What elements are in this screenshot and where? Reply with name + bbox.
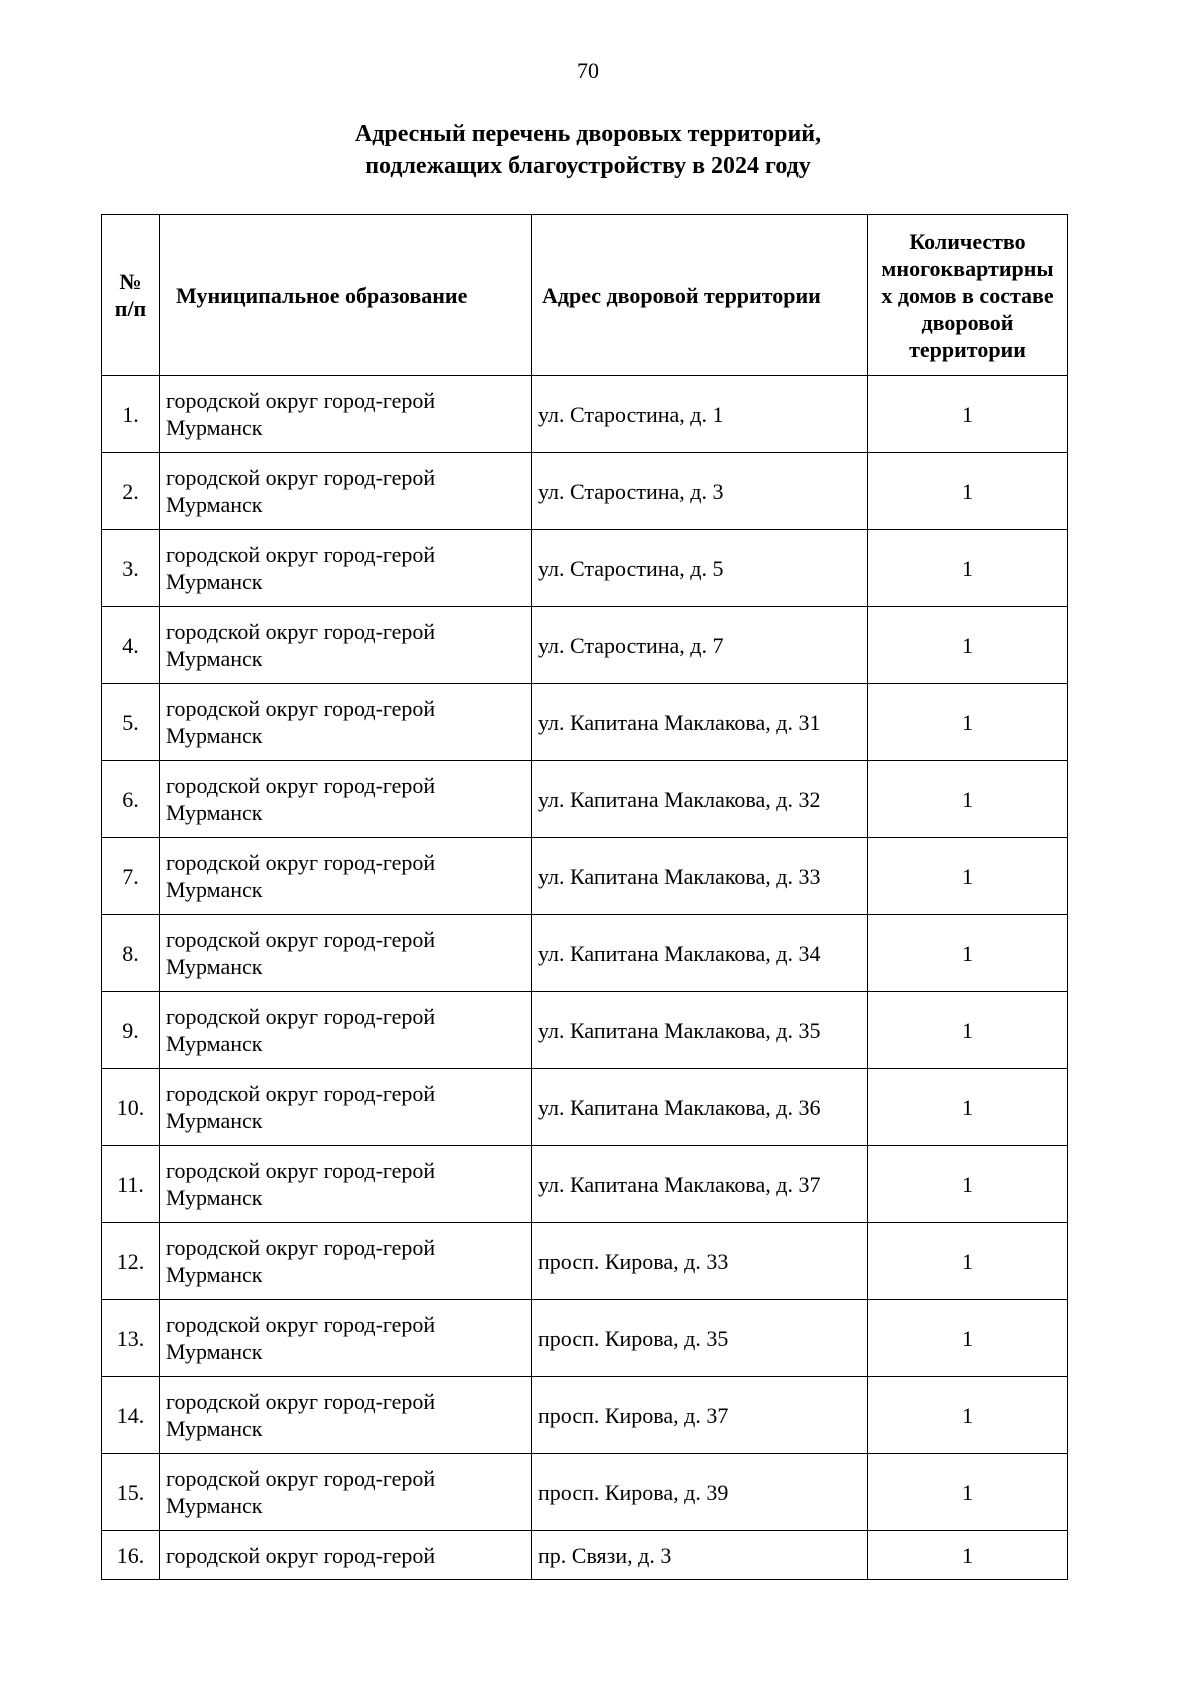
table-row bbox=[102, 1223, 1068, 1300]
title-line-1: Адресный перечень дворовых территорий, bbox=[354, 121, 822, 147]
row-municipality bbox=[160, 1454, 532, 1531]
row-address: ул. Старостина, д. 1 bbox=[532, 376, 868, 453]
municipality-line-2: Мурманск bbox=[166, 1185, 263, 1210]
row-address: ул. Капитана Маклакова, д. 33 bbox=[532, 838, 868, 915]
row-municipality bbox=[160, 915, 532, 992]
municipality-line-2: Мурманск bbox=[166, 1031, 263, 1056]
row-count: 1 bbox=[868, 530, 1068, 607]
row-municipality bbox=[160, 1300, 532, 1377]
row-number: 2. bbox=[102, 453, 160, 530]
row-address: ул. Капитана Маклакова, д. 36 bbox=[532, 1069, 868, 1146]
row-address: просп. Кирова, д. 35 bbox=[532, 1300, 868, 1377]
row-number: 7. bbox=[102, 838, 160, 915]
row-count: 1 bbox=[868, 761, 1068, 838]
row-number: 8. bbox=[102, 915, 160, 992]
table-row bbox=[102, 684, 1068, 761]
row-count: 1 bbox=[868, 1300, 1068, 1377]
row-address: ул. Капитана Маклакова, д. 34 bbox=[532, 915, 868, 992]
row-municipality bbox=[160, 684, 532, 761]
row-number: 6. bbox=[102, 761, 160, 838]
row-municipality bbox=[160, 1377, 532, 1454]
table-row bbox=[102, 453, 1068, 530]
header-count bbox=[868, 215, 1068, 376]
row-number: 14. bbox=[102, 1377, 160, 1454]
row-count: 1 bbox=[868, 1531, 1068, 1580]
row-municipality bbox=[160, 761, 532, 838]
municipality-line-1: городской округ город-герой bbox=[166, 1158, 436, 1183]
header-count-line-5: территории bbox=[909, 336, 1026, 362]
row-municipality bbox=[160, 992, 532, 1069]
row-municipality bbox=[160, 1531, 532, 1580]
row-municipality bbox=[160, 453, 532, 530]
row-number: 5. bbox=[102, 684, 160, 761]
municipality-line-2: Мурманск bbox=[166, 723, 263, 748]
row-address: ул. Старостина, д. 3 bbox=[532, 453, 868, 530]
row-municipality bbox=[160, 838, 532, 915]
municipality-line-2: Мурманск bbox=[166, 492, 263, 517]
row-address: ул. Старостина, д. 5 bbox=[532, 530, 868, 607]
municipality-line-1: городской округ город-герой bbox=[166, 927, 436, 952]
row-address: просп. Кирова, д. 37 bbox=[532, 1377, 868, 1454]
municipality-line-1: городской округ город-герой bbox=[166, 1312, 436, 1337]
table-row bbox=[102, 530, 1068, 607]
municipality-line-1: городской округ город-герой bbox=[166, 465, 436, 490]
municipality-line-2: Мурманск bbox=[166, 1262, 263, 1287]
municipality-line-1: городской округ город-герой bbox=[166, 1081, 436, 1106]
table-row bbox=[102, 1377, 1068, 1454]
row-municipality bbox=[160, 1223, 532, 1300]
table-row bbox=[102, 1531, 1068, 1580]
municipality-line-2: Мурманск bbox=[166, 1493, 263, 1518]
row-number: 10. bbox=[102, 1069, 160, 1146]
row-number: 1. bbox=[102, 376, 160, 453]
table-row bbox=[102, 376, 1068, 453]
header-address: Адрес дворовой территории bbox=[532, 215, 868, 376]
row-address: ул. Капитана Маклакова, д. 31 bbox=[532, 684, 868, 761]
row-address: ул. Капитана Маклакова, д. 37 bbox=[532, 1146, 868, 1223]
table-row bbox=[102, 1146, 1068, 1223]
row-number: 4. bbox=[102, 607, 160, 684]
table-row bbox=[102, 1454, 1068, 1531]
municipality-line-1: городской округ город-герой bbox=[166, 1235, 436, 1260]
municipality-line-1: городской округ город-герой bbox=[166, 850, 436, 875]
table-header-row bbox=[102, 215, 1068, 376]
row-number: 11. bbox=[102, 1146, 160, 1223]
table-body bbox=[102, 376, 1068, 1580]
header-municipality: Муниципальное образование bbox=[160, 215, 532, 376]
header-count-line-1: Количество bbox=[909, 228, 1026, 254]
table-row bbox=[102, 607, 1068, 684]
row-count: 1 bbox=[868, 915, 1068, 992]
row-municipality bbox=[160, 607, 532, 684]
municipality-line-1: городской округ город-герой bbox=[166, 773, 436, 798]
municipality-line-1: городской округ город-герой bbox=[166, 1389, 436, 1414]
municipality-line-1: городской округ город-герой bbox=[166, 696, 436, 721]
table-row bbox=[102, 915, 1068, 992]
table-row bbox=[102, 761, 1068, 838]
municipality-line-2: Мурманск bbox=[166, 800, 263, 825]
row-count: 1 bbox=[868, 607, 1068, 684]
row-municipality bbox=[160, 530, 532, 607]
row-municipality bbox=[160, 1146, 532, 1223]
row-number: 13. bbox=[102, 1300, 160, 1377]
municipality-line-2: Мурманск bbox=[166, 877, 263, 902]
row-count: 1 bbox=[868, 376, 1068, 453]
header-num-line-2: п/п bbox=[114, 296, 147, 321]
municipality-line-2: Мурманск bbox=[166, 569, 263, 594]
address-table bbox=[101, 214, 1068, 1580]
header-count-line-2: многоквартирны bbox=[881, 255, 1054, 281]
municipality-line-2: Мурманск bbox=[166, 1416, 263, 1441]
table-row bbox=[102, 1300, 1068, 1377]
row-count: 1 bbox=[868, 1377, 1068, 1454]
row-count: 1 bbox=[868, 1069, 1068, 1146]
row-address: просп. Кирова, д. 33 bbox=[532, 1223, 868, 1300]
row-number: 15. bbox=[102, 1454, 160, 1531]
table-row bbox=[102, 992, 1068, 1069]
row-address: ул. Капитана Маклакова, д. 35 bbox=[532, 992, 868, 1069]
row-address: пр. Связи, д. 3 bbox=[532, 1531, 868, 1580]
municipality-line-2: Мурманск bbox=[166, 1339, 263, 1364]
row-count: 1 bbox=[868, 1146, 1068, 1223]
municipality-line-1: городской округ город-герой bbox=[166, 542, 436, 567]
municipality-line-1: городской округ город-герой bbox=[166, 1004, 436, 1029]
row-count: 1 bbox=[868, 453, 1068, 530]
municipality-line-1: городской округ город-герой bbox=[166, 388, 436, 413]
row-count: 1 bbox=[868, 1223, 1068, 1300]
row-municipality bbox=[160, 376, 532, 453]
municipality-line-2: Мурманск bbox=[166, 415, 263, 440]
title-line-2: подлежащих благоустройству в 2024 году bbox=[365, 153, 811, 179]
header-count-line-4: дворовой bbox=[921, 309, 1014, 335]
row-number: 16. bbox=[102, 1531, 160, 1580]
row-count: 1 bbox=[868, 684, 1068, 761]
header-count-line-3: х домов в составе bbox=[881, 282, 1054, 308]
table-row bbox=[102, 838, 1068, 915]
page-title bbox=[0, 118, 1176, 182]
page-number: 70 bbox=[577, 58, 599, 83]
row-number: 3. bbox=[102, 530, 160, 607]
table-row bbox=[102, 1069, 1068, 1146]
row-number: 12. bbox=[102, 1223, 160, 1300]
municipality-line-2: Мурманск bbox=[166, 1108, 263, 1133]
row-count: 1 bbox=[868, 838, 1068, 915]
row-municipality bbox=[160, 1069, 532, 1146]
header-num bbox=[102, 215, 160, 376]
row-count: 1 bbox=[868, 992, 1068, 1069]
municipality-line-1: городской округ город-герой bbox=[166, 1542, 436, 1568]
row-number: 9. bbox=[102, 992, 160, 1069]
header-num-line-1: № bbox=[119, 269, 142, 294]
municipality-line-2: Мурманск bbox=[166, 646, 263, 671]
row-address: ул. Капитана Маклакова, д. 32 bbox=[532, 761, 868, 838]
row-address: просп. Кирова, д. 39 bbox=[532, 1454, 868, 1531]
row-address: ул. Старостина, д. 7 bbox=[532, 607, 868, 684]
municipality-line-1: городской округ город-герой bbox=[166, 619, 436, 644]
municipality-line-1: городской округ город-герой bbox=[166, 1466, 436, 1491]
municipality-line-2: Мурманск bbox=[166, 954, 263, 979]
row-count: 1 bbox=[868, 1454, 1068, 1531]
